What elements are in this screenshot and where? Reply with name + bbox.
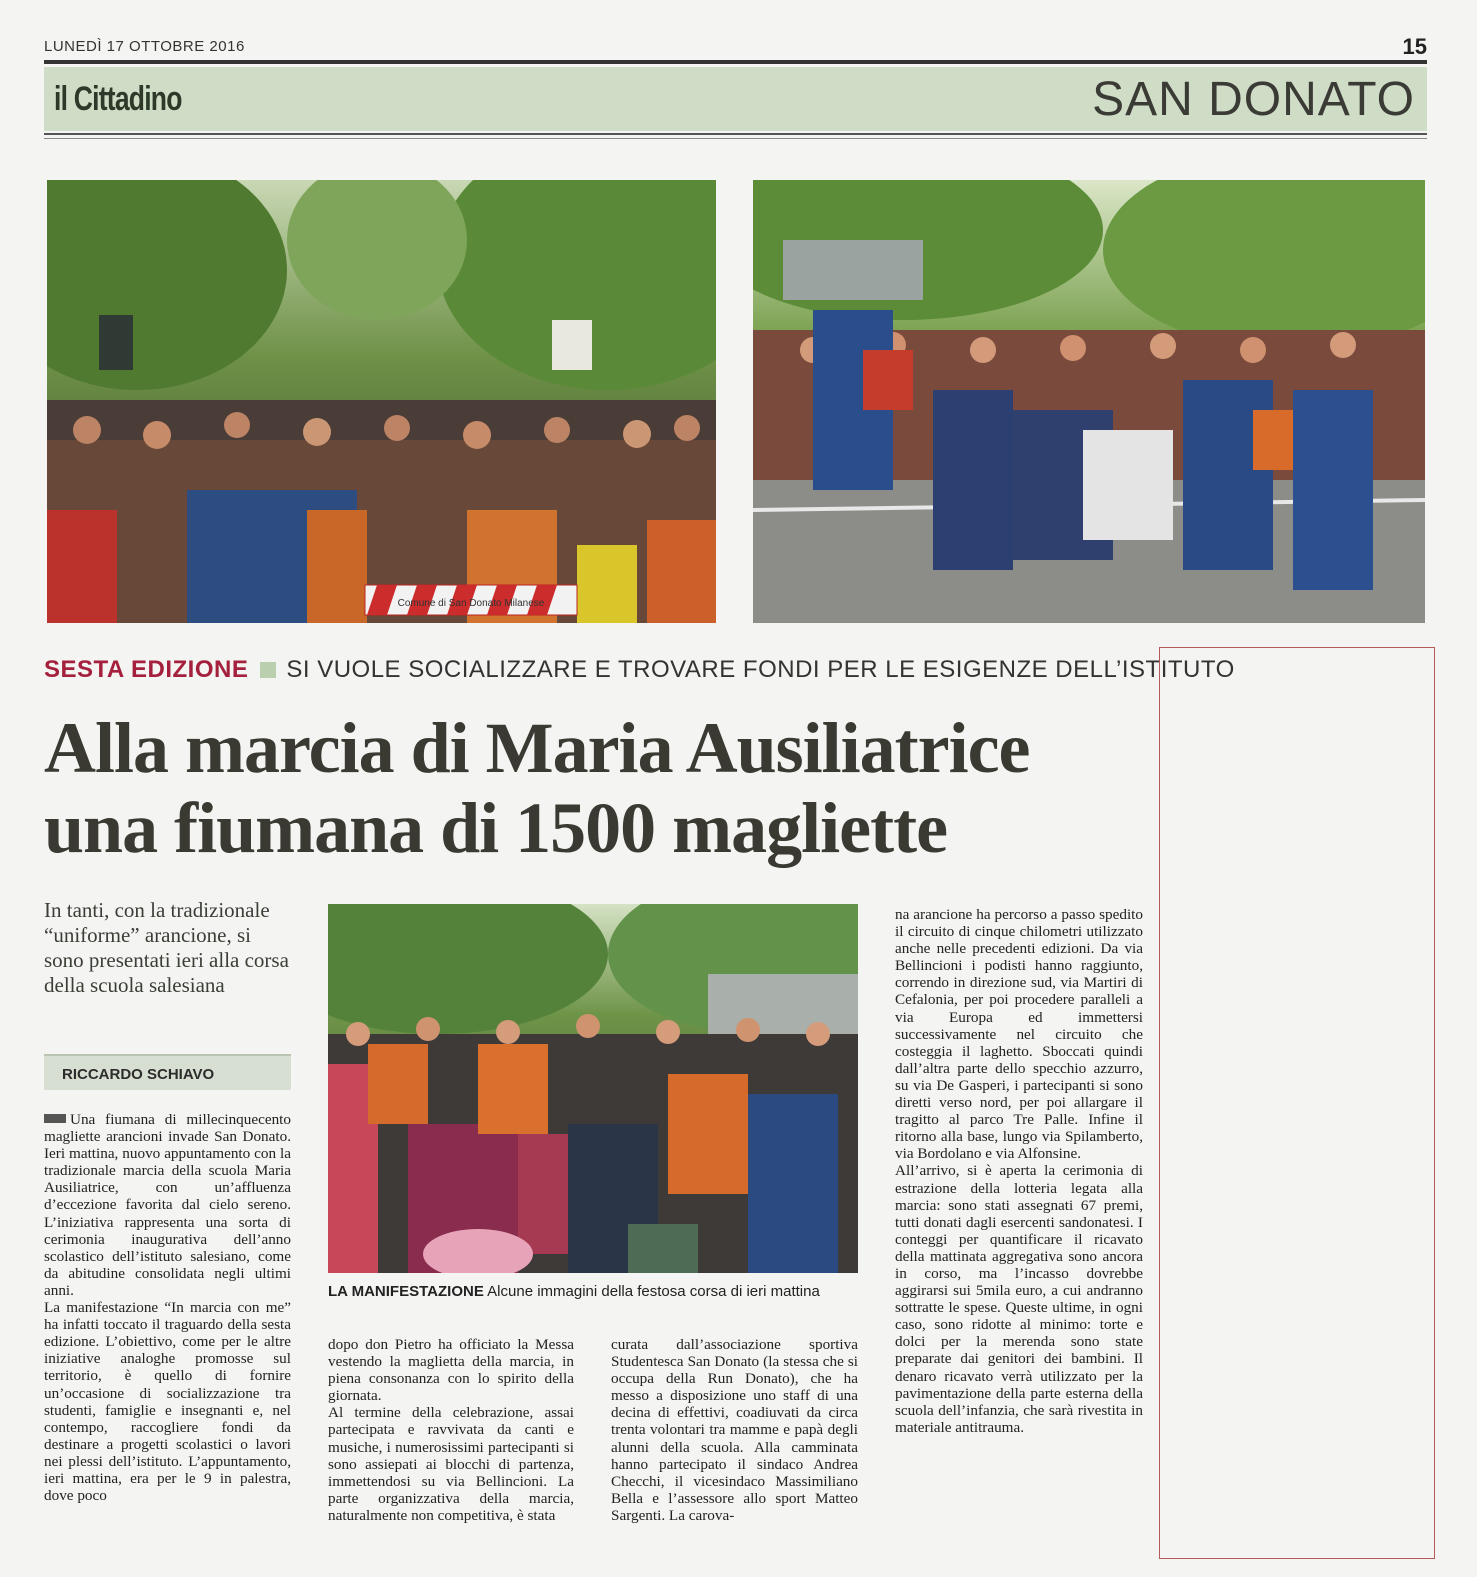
article-paragraph: All’arrivo, si è aperta la cerimonia di estrazione della lotteria legata alla marcia: sono stati assegnati 67 premi, tutti donati dagli esercenti sandonatesi. I conteggi per quantificare il ricavato della mattinata aggregativa sono ancora in corso, ma l’incasso dovrebbe aggirarsi sui 5mila euro, a cui andranno sottratte le spese. Queste ultime, in ogni caso, sono ridotte al minimo: torte e dolci per la merenda sono state preparate dai genitori dei bambini. Il denaro ricavato verrà utilizzato per la pavimentazione della parte esterna della scuola dell’infanzia, che sarà rivestita in materiale antitrauma. (895, 1162, 1143, 1436)
photo-families-walking-image (328, 904, 858, 1273)
photo-crowd-avenue-image (47, 180, 716, 623)
article-paragraph: na arancione ha percorso a passo spedito il circuito di cinque chilometri utilizzato anche nelle precedenti edizioni. Da via Bellincioni i podisti hanno raggiunto, correndo in direzione sud, via Martiri di Cefalonia, per poi procedere paralleli a via Europa ed immettersi successivamente nel circuito che costeggia il laghetto. Sboccati quindi dall’altra parte dello specchio azzurro, su via De Gasperi, i partecipanti si sono diretti verso nord, per poi allargare il tragitto al parco Tre Palle. Infine il ritorno alla base, lungo via Spilamberto, via Bordolano e via Alfonsine. (895, 906, 1143, 1163)
article-column-2 (328, 1336, 574, 1524)
photo-crowd-avenue (47, 180, 716, 623)
caption-text: Alcune immagini della festosa corsa di ieri mattina (487, 1283, 820, 1300)
article-column-4 (895, 906, 1143, 1436)
photo-families-walking (328, 904, 858, 1273)
barrier-banner-text: Comune di San Donato Milanese (397, 598, 545, 609)
article-column-1 (44, 1111, 291, 1504)
headline-line-1: Alla marcia di Maria Ausiliatrice (44, 708, 1030, 788)
kicker-label: SESTA EDIZIONE (44, 656, 249, 683)
header-rule-bottom (44, 133, 1427, 135)
photo-running-children-image (753, 180, 1425, 623)
headline (44, 708, 1030, 868)
paragraph-text: Una fiumana di millecinquecento magliette arancioni invade San Donato. Ieri mattina, nuovo appuntamento con la tradizionale marcia della scuola Maria Ausiliatrice, con un’affluenza d’eccezione favorita dal cielo sereno. L’iniziativa rappresenta una sorta di cerimonia inaugurativa dell’anno scolastico dell’istituto salesiano, come da abitudine consolidata negli ultimi anni. (44, 1111, 291, 1299)
article-paragraph (44, 1111, 291, 1299)
kicker-square-icon (260, 662, 276, 678)
caption-label: LA MANIFESTAZIONE (328, 1283, 484, 1300)
empty-box (1159, 647, 1435, 1559)
header-rule-bottom-thin (44, 138, 1427, 139)
issue-date: LUNEDÌ 17 OTTOBRE 2016 (44, 38, 245, 55)
article-column-3 (611, 1336, 858, 1524)
byline: RICCARDO SCHIAVO (62, 1066, 215, 1083)
article-paragraph: Al termine della celebrazione, assai partecipata e ravvivata da canti e musiche, i numerosissimi partecipanti si sono assiepati ai blocchi di partenza, immettendosi su via Bellincioni. La parte organizzativa della marcia, naturalmente non competitiva, è stata (328, 1404, 574, 1524)
page-number: 15 (1402, 34, 1427, 59)
article-paragraph: curata dall’associazione sportiva Studentesca San Donato (la stessa che si occupa della Run Donato), che ha messo a disposizione uno staff di una decina di effettivi, coadiuvati da circa trenta volontari tra mamme e papà degli alunni della scuola. Alla camminata hanno partecipato il sindaco Andrea Checchi, il vicesindaco Massimiliano Bella e l’assessore allo sport Matteo Sargenti. La carova- (611, 1336, 858, 1524)
header-rule (44, 60, 1427, 64)
headline-line-2: una fiumana di 1500 magliette (44, 788, 948, 868)
paragraph-start-marker-icon (44, 1114, 66, 1123)
kicker-text: SI VUOLE SOCIALIZZARE E TROVARE FONDI PER LE ESIGENZE DELL’ISTITUTO (286, 656, 1235, 683)
kicker (44, 656, 1235, 684)
photo-running-children (753, 180, 1425, 623)
masthead-logo: il Cittadino (54, 80, 182, 118)
summary: In tanti, con la tradizionale “uniforme” arancione, si sono presentati ieri alla corsa della scuola salesiana (44, 898, 289, 997)
article-paragraph: La manifestazione “In marcia con me” ha infatti toccato il traguardo della sesta edizione. L’obiettivo, come per le altre iniziative analoghe promosse sul territorio, è quello di fornire un’occasione di socializzazione tra studenti, famiglie e insegnanti e, nel contempo, raccogliere fondi da destinare a progetti scolastici o lavori nei plessi dell’istituto. L’appuntamento, ieri mattina, era per le 9 in palestra, dove poco (44, 1299, 291, 1505)
article-paragraph: dopo don Pietro ha officiato la Messa vestendo la maglietta della marcia, in piena consonanza con lo spirito della giornata. (328, 1336, 574, 1405)
section-title: SAN DONATO (1092, 73, 1415, 126)
photo-caption (328, 1283, 820, 1300)
